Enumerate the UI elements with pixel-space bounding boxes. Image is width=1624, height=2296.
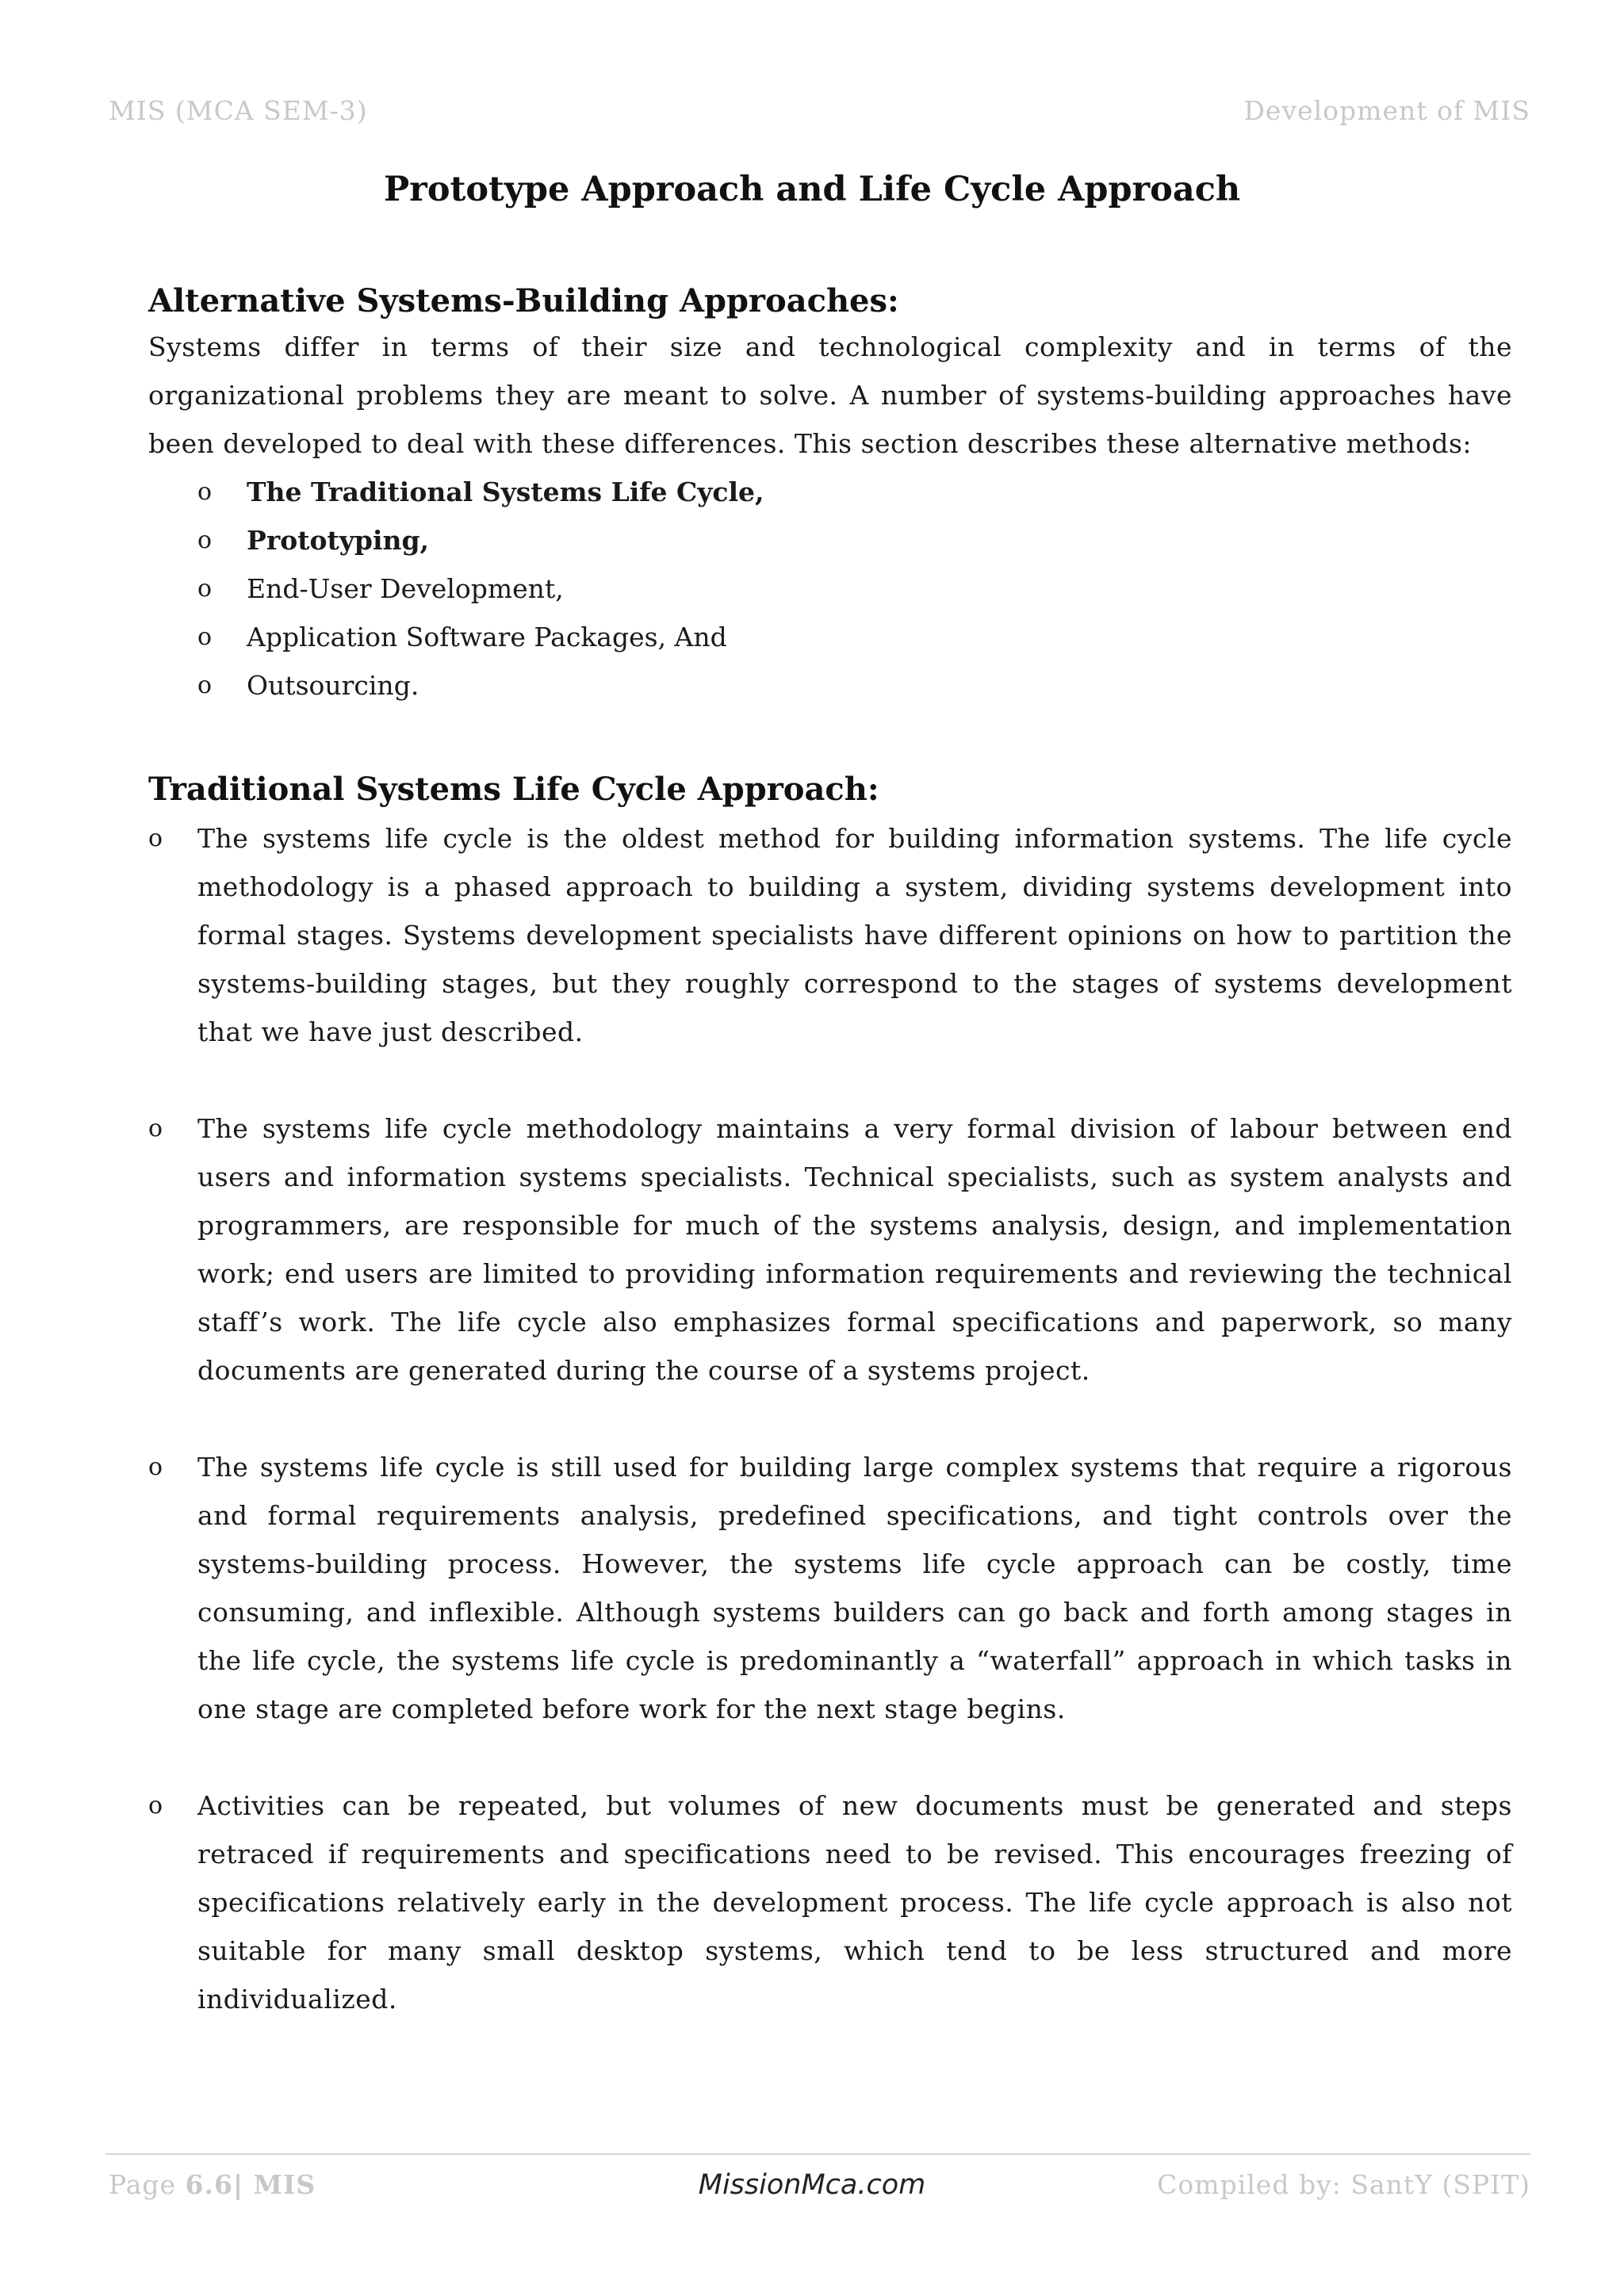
bullet-marker: o — [197, 672, 213, 699]
traditional-life-cycle-heading: Traditional Systems Life Cycle Approach: — [148, 771, 879, 808]
footer-page-info: Page 6.6| MIS — [109, 2169, 316, 2200]
footer-divider — [105, 2153, 1530, 2155]
bullet-marker: o — [197, 623, 213, 651]
header-right: Development of MIS — [1243, 95, 1530, 126]
bullet-marker: o — [148, 1792, 163, 1820]
alt-approaches-section — [148, 282, 1512, 710]
list-item: o End-User Development, — [148, 564, 1512, 613]
footer-logo: MissionMca.com — [698, 2169, 926, 2201]
approaches-list — [148, 468, 1512, 710]
list-item: o Prototyping, — [148, 516, 1512, 564]
list-item: o Application Software Packages, And — [148, 613, 1512, 661]
bullet-marker: o — [148, 1115, 163, 1142]
bullet-marker: o — [197, 478, 213, 506]
traditional-life-cycle-section — [148, 771, 1512, 2072]
bullet-marker: o — [148, 1453, 163, 1481]
list-item: o The systems life cycle is still used for building large complex systems that require a rigorous and formal requirements analysis, predefined specifications, and tight controls over the systems-building process. However, the systems life cycle approach can be costly, time consuming, and inflexible. Although systems builders can go back and forth among stages in the life cycle, the systems life cycle is predominantly a “waterfall” approach in which tasks in one stage are completed before work for the next stage begins. — [148, 1443, 1512, 1733]
list-item: o The Traditional Systems Life Cycle, — [148, 468, 1512, 516]
list-item: o The systems life cycle is the oldest method for building information systems. The life cycle methodology is a phased approach to building a system, dividing systems development into formal stages. Systems development specialists have different opinions on how to partition the systems-building stages, but they roughly correspond to the stages of systems development that we have just described. — [148, 814, 1512, 1056]
footer-compiled-by: Compiled by: SantY (SPIT) — [1157, 2169, 1530, 2200]
page-title: Prototype Approach and Life Cycle Approach — [383, 170, 1241, 209]
life-cycle-bullets — [148, 814, 1512, 2023]
header-left: MIS (MCA SEM-3) — [109, 95, 368, 126]
list-item: o The systems life cycle methodology maintains a very formal division of labour between end users and information systems specialists. Technical specialists, such as system analysts and programmers, are responsible for much of the systems analysis, design, and implementation work; end users are limited to providing information requirements and reviewing the technical staff’s work. The life cycle also emphasizes formal specifications and paperwork, so many documents are generated during the course of a systems project. — [148, 1104, 1512, 1395]
list-item: o Activities can be repeated, but volumes of new documents must be generated and steps retraced if requirements and specifications need to be revised. This encourages freezing of specifications relatively early in the development process. The life cycle approach is also not suitable for many small desktop systems, which tend to be less structured and more individualized. — [148, 1781, 1512, 2023]
page-number: 6.6 — [185, 2169, 233, 2200]
bullet-marker: o — [148, 825, 163, 852]
alt-approaches-paragraph: Systems differ in terms of their size and technological complexity and in terms of the organizational problems they are meant to solve. A number of systems-building approaches have been developed to deal with these differences. This section describes these alternative methods: — [148, 331, 1512, 459]
bullet-marker: o — [197, 575, 213, 603]
bullet-marker: o — [197, 526, 213, 554]
alt-approaches-heading: Alternative Systems-Building Approaches: — [148, 282, 899, 320]
list-item: o Outsourcing. — [148, 661, 1512, 710]
